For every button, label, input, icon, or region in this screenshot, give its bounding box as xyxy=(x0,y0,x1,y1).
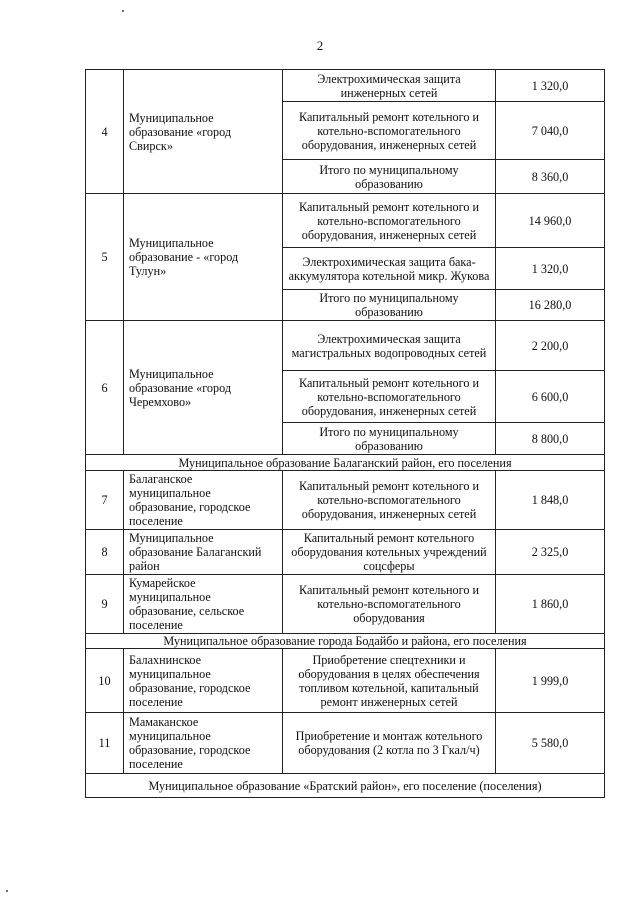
table-row xyxy=(86,321,605,371)
amount: 1 320,0 xyxy=(496,70,605,102)
row-number: 9 xyxy=(86,575,124,634)
work-description: Электрохимическая защита инженерных сетей xyxy=(283,70,496,102)
municipality-name: Муниципальное образование - «город Тулун» xyxy=(124,194,283,321)
amount: 1 860,0 xyxy=(496,575,605,634)
municipality-name: Муниципальное образование Балаганский район xyxy=(124,530,283,575)
table-row xyxy=(86,194,605,248)
row-number: 6 xyxy=(86,321,124,455)
amount: 1 320,0 xyxy=(496,248,605,290)
page-number: 2 xyxy=(316,38,324,53)
section-title: Муниципальное образование города Бодайбо и района, его поселения xyxy=(86,634,605,649)
municipality-name: Мамаканское муниципальное образование, городское поселение xyxy=(124,713,283,774)
work-description: Капитальный ремонт котельного оборудования котельных учреждений соцсферы xyxy=(283,530,496,575)
section-header-row xyxy=(86,634,605,649)
work-description: Итого по муниципальному образованию xyxy=(283,423,496,455)
table-row xyxy=(86,575,605,634)
section-header-row xyxy=(86,774,605,798)
row-number: 10 xyxy=(86,649,124,713)
table-row xyxy=(86,649,605,713)
row-number: 7 xyxy=(86,471,124,530)
work-description: Итого по муниципальному образованию xyxy=(283,160,496,194)
municipality-name: Муниципальное образование «город Черемхово» xyxy=(124,321,283,455)
amount: 8 800,0 xyxy=(496,423,605,455)
row-number: 8 xyxy=(86,530,124,575)
amount: 5 580,0 xyxy=(496,713,605,774)
municipality-name: Балаганское муниципальное образование, городское поселение xyxy=(124,471,283,530)
amount: 1 848,0 xyxy=(496,471,605,530)
municipality-name: Кумарейское муниципальное образование, сельское поселение xyxy=(124,575,283,634)
work-description: Капитальный ремонт котельного и котельно-вспомогательного оборудования, инженерных сетей xyxy=(283,371,496,423)
row-number: 5 xyxy=(86,194,124,321)
work-description: Приобретение и монтаж котельного оборудования (2 котла по 3 Гкал/ч) xyxy=(283,713,496,774)
amount: 14 960,0 xyxy=(496,194,605,248)
section-title: Муниципальное образование Балаганский район, его поселения xyxy=(86,455,605,471)
amount: 8 360,0 xyxy=(496,160,605,194)
municipality-name: Муниципальное образование «город Свирск» xyxy=(124,70,283,194)
work-description: Итого по муниципальному образованию xyxy=(283,290,496,321)
funding-table-body xyxy=(86,70,605,798)
row-number: 4 xyxy=(86,70,124,194)
table-row xyxy=(86,530,605,575)
work-description: Капитальный ремонт котельного и котельно-вспомогательного оборудования xyxy=(283,575,496,634)
amount: 16 280,0 xyxy=(496,290,605,321)
table-row xyxy=(86,70,605,102)
section-title: Муниципальное образование «Братский район», его поселение (поселения) xyxy=(86,774,605,798)
table-row xyxy=(86,471,605,530)
work-description: Капитальный ремонт котельного и котельно-вспомогательного оборудования, инженерных сетей xyxy=(283,194,496,248)
municipality-name: Балахнинское муниципальное образование, городское поселение xyxy=(124,649,283,713)
work-description: Приобретение спецтехники и оборудования в целях обеспечения топливом котельной, капитальный ремонт инженерных сетей xyxy=(283,649,496,713)
scan-speck xyxy=(6,890,8,892)
scan-speck xyxy=(122,10,124,12)
work-description: Электрохимическая защита магистральных водопроводных сетей xyxy=(283,321,496,371)
amount: 6 600,0 xyxy=(496,371,605,423)
amount: 2 200,0 xyxy=(496,321,605,371)
amount: 1 999,0 xyxy=(496,649,605,713)
work-description: Электрохимическая защита бака-аккумулятора котельной микр. Жукова xyxy=(283,248,496,290)
row-number: 11 xyxy=(86,713,124,774)
work-description: Капитальный ремонт котельного и котельно-вспомогательного оборудования, инженерных сетей xyxy=(283,471,496,530)
amount: 7 040,0 xyxy=(496,102,605,160)
work-description: Капитальный ремонт котельного и котельно-вспомогательного оборудования, инженерных сетей xyxy=(283,102,496,160)
funding-table xyxy=(85,69,605,798)
section-header-row xyxy=(86,455,605,471)
amount: 2 325,0 xyxy=(496,530,605,575)
table-row xyxy=(86,713,605,774)
